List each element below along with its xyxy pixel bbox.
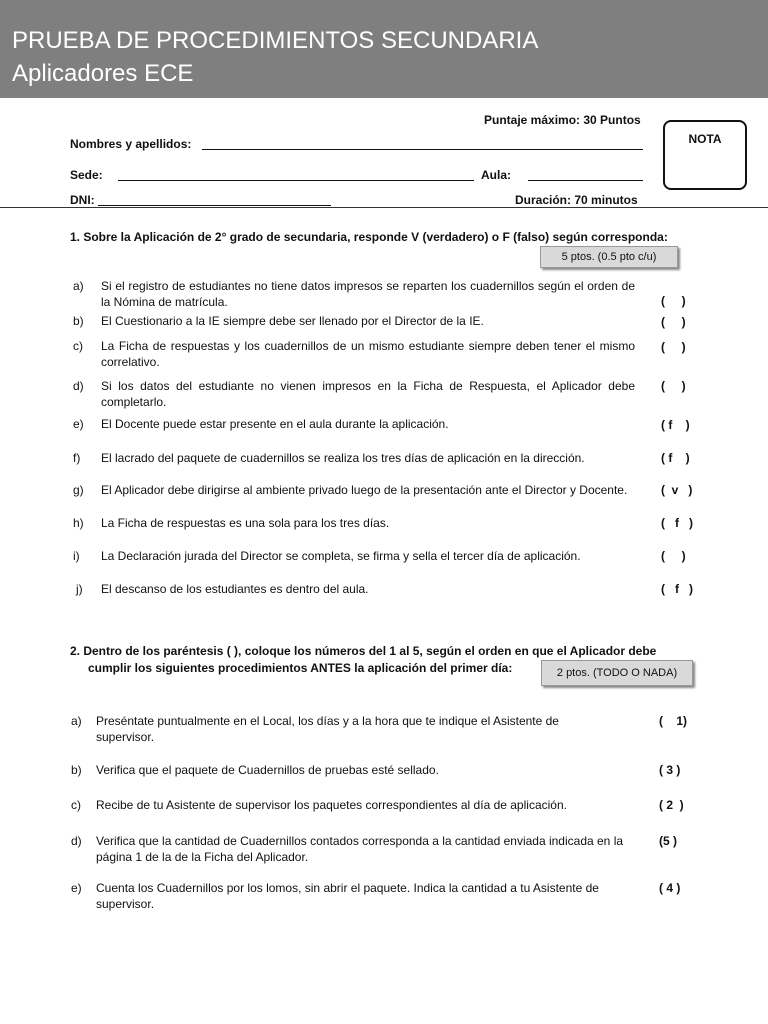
item-text: Cuenta los Cuadernillos por los lomos, sin abrir el paquete. Indica la cantidad a tu Asistente de supervisor. <box>96 881 599 911</box>
section2-question-line2: cumplir los siguientes procedimientos ANTES la aplicación del primer día: <box>88 661 513 675</box>
answer-field[interactable]: (5 ) <box>659 834 677 848</box>
answer-field[interactable]: ( ) <box>661 549 686 563</box>
separator-line <box>0 207 768 208</box>
item-letter: b) <box>73 314 84 328</box>
document-subtitle: Aplicadores ECE <box>12 60 194 87</box>
item-text: El Aplicador debe dirigirse al ambiente privado luego de la presentación ante el Director y Docente. <box>101 483 628 497</box>
answer-field[interactable]: ( f ) <box>661 418 690 432</box>
names-field[interactable] <box>202 149 643 150</box>
item-letter: i) <box>73 549 80 563</box>
item-text: La Ficha de respuestas es una sola para los tres días. <box>101 516 390 530</box>
duration: Duración: 70 minutos <box>515 193 638 207</box>
item-text: Preséntate puntualmente en el Local, los días y a la hora que te indique el Asistente de supervisor. <box>96 714 559 744</box>
sede-field[interactable] <box>118 180 474 181</box>
item-letter: a) <box>71 714 82 728</box>
names-label: Nombres y apellidos: <box>70 137 192 151</box>
item-letter: j) <box>76 582 83 596</box>
section1-question: 1. Sobre la Aplicación de 2° grado de secundaria, responde V (verdadero) o F (falso) según corresponda: <box>70 230 668 244</box>
item-letter: e) <box>71 881 82 895</box>
section2-points-badge: 2 ptos. (TODO O NADA) <box>541 660 693 686</box>
item-letter: h) <box>73 516 84 530</box>
answer-field[interactable]: ( 3 ) <box>659 763 681 777</box>
header-banner <box>0 0 768 98</box>
section1-points-badge: 5 ptos. (0.5 pto c/u) <box>540 246 678 268</box>
answer-field[interactable]: ( f ) <box>661 451 690 465</box>
answer-field[interactable]: ( ) <box>661 379 686 393</box>
item-letter: a) <box>73 279 84 293</box>
item-text: El Cuestionario a la IE siempre debe ser llenado por el Director de la IE. <box>101 314 484 328</box>
answer-field[interactable]: ( ) <box>661 340 686 354</box>
item-text: La Declaración jurada del Director se completa, se firma y sella el tercer día de aplicación. <box>101 549 581 563</box>
aula-label: Aula: <box>481 168 511 182</box>
item-text: Verifica que el paquete de Cuadernillos de pruebas esté sellado. <box>96 763 439 777</box>
sede-label: Sede: <box>70 168 103 182</box>
dni-field[interactable] <box>98 205 331 206</box>
dni-label: DNI: <box>70 193 95 207</box>
answer-field[interactable]: ( ) <box>661 315 686 329</box>
answer-field[interactable]: ( f ) <box>661 516 693 530</box>
item-letter: g) <box>73 483 84 497</box>
item-letter: d) <box>73 379 84 393</box>
item-text: El descanso de los estudiantes es dentro del aula. <box>101 582 369 596</box>
item-text: La Ficha de respuestas y los cuadernillos de un mismo estudiante siempre deben tener el mismo correlativo. <box>101 339 635 369</box>
item-text: Verifica que la cantidad de Cuadernillos contados corresponda a la cantidad enviada indicada en la página 1 de la de la Ficha del Aplicador. <box>96 834 624 864</box>
item-text: Si el registro de estudiantes no tiene datos impresos se reparten los cuadernillos según el orden de la Nómina de matrícula. <box>101 279 635 309</box>
answer-field[interactable]: ( ) <box>661 294 686 308</box>
item-letter: d) <box>71 834 82 848</box>
item-letter: b) <box>71 763 82 777</box>
max-score: Puntaje máximo: 30 Puntos <box>484 113 641 127</box>
item-letter: c) <box>73 339 83 353</box>
answer-field[interactable]: ( 1) <box>659 714 688 728</box>
answer-field[interactable]: ( v ) <box>661 483 693 497</box>
item-letter: c) <box>71 798 81 812</box>
item-text: Recibe de tu Asistente de supervisor los paquetes correspondientes al día de aplicación. <box>96 798 567 812</box>
document-title: PRUEBA DE PROCEDIMIENTOS SECUNDARIA <box>12 27 539 54</box>
answer-field[interactable]: ( 4 ) <box>659 881 681 895</box>
item-letter: e) <box>73 417 84 431</box>
item-text: Si los datos del estudiante no vienen impresos en la Ficha de Respuesta, el Aplicador debe completarlo. <box>101 379 635 409</box>
item-text: El lacrado del paquete de cuadernillos se realiza los tres días de aplicación en la dirección. <box>101 451 585 465</box>
item-text: El Docente puede estar presente en el aula durante la aplicación. <box>101 417 449 431</box>
answer-field[interactable]: ( f ) <box>661 582 693 596</box>
item-letter: f) <box>73 451 81 465</box>
section2-question-line1: 2. Dentro de los paréntesis ( ), coloque los números del 1 al 5, según el orden en que el Aplicador debe <box>70 644 657 658</box>
nota-label: NOTA <box>688 132 722 146</box>
answer-field[interactable]: ( 2 ) <box>659 798 684 812</box>
aula-field[interactable] <box>528 180 643 181</box>
nota-box[interactable] <box>663 120 747 190</box>
